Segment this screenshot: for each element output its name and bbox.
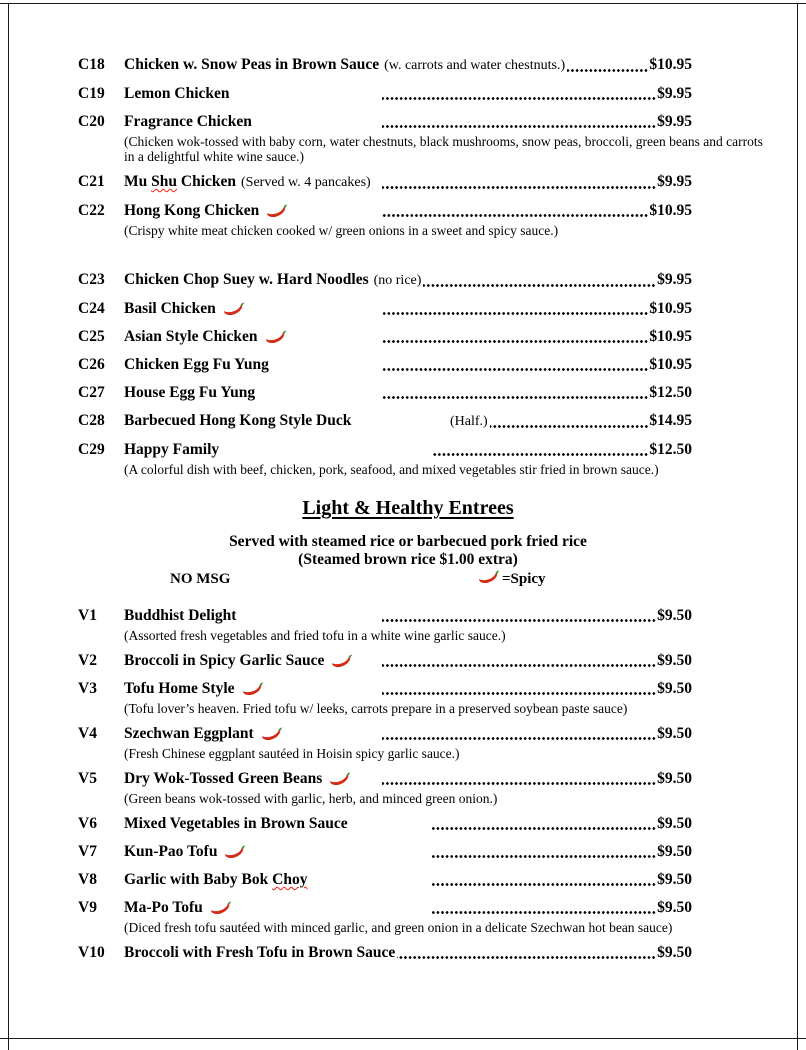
spicy-legend <box>478 570 546 589</box>
dot-leader <box>382 180 656 191</box>
item-code: V3 <box>78 680 97 697</box>
item-name-group <box>124 726 380 742</box>
menu-item-row <box>78 844 692 860</box>
item-code: C20 <box>78 113 105 130</box>
item-name-group <box>124 57 565 74</box>
item-name-group <box>124 272 421 289</box>
item-description: (Diced fresh tofu sautéed with minced garlic, and green onion in a delicate Szechwan hot bean sauce) <box>124 920 673 935</box>
dot-leader <box>432 821 656 832</box>
menu-item-C21 <box>78 174 692 191</box>
dot-leader <box>490 419 649 430</box>
item-price: $9.50 <box>657 871 692 888</box>
menu-page-content <box>9 4 797 973</box>
menu-item-C28 <box>78 413 692 430</box>
item-code: C23 <box>78 271 105 288</box>
section-gap <box>78 248 797 272</box>
item-name: Chicken w. Snow Peas in Brown Sauce <box>124 56 380 73</box>
item-name-group <box>124 608 380 624</box>
menu-item-row <box>78 653 692 669</box>
item-price: $9.50 <box>657 607 692 624</box>
light-healthy-items-group <box>78 608 797 961</box>
item-name-group <box>124 329 380 345</box>
item-note: (Half.) <box>450 414 488 429</box>
dot-leader <box>567 63 648 74</box>
item-name-group <box>124 86 380 102</box>
item-price: $9.95 <box>657 271 692 288</box>
item-code: C27 <box>78 384 105 401</box>
page-border-right <box>797 3 798 1050</box>
item-name: Lemon Chicken <box>124 85 230 102</box>
item-code: C18 <box>78 56 105 73</box>
item-name-group <box>124 653 380 669</box>
menu-item-V6 <box>78 816 692 832</box>
item-name: Szechwan Eggplant <box>124 725 254 742</box>
item-price: $10.95 <box>649 328 692 345</box>
chili-pepper-icon <box>478 572 500 588</box>
item-main <box>124 726 692 742</box>
item-name-group <box>124 872 430 888</box>
item-price: $9.50 <box>657 770 692 787</box>
item-code: C28 <box>78 412 105 429</box>
menu-item-V7 <box>78 844 692 860</box>
menu-item-row <box>78 329 692 345</box>
item-code: C29 <box>78 441 105 458</box>
item-price: $9.50 <box>657 815 692 832</box>
item-main <box>124 816 692 832</box>
dot-leader <box>382 119 656 130</box>
menu-item-V3 <box>78 681 692 716</box>
item-main <box>124 844 692 860</box>
item-description: (Crispy white meat chicken cooked w/ green onions in a sweet and spicy sauce.) <box>124 223 559 238</box>
item-code: V1 <box>78 607 97 624</box>
dot-leader <box>432 447 648 458</box>
item-description: (Fresh Chinese eggplant sautéed in Hoisin spicy garlic sauce.) <box>124 746 460 761</box>
item-description: (Tofu lover’s heaven. Fried tofu w/ leeks, carrots prepare in a preserved soybean paste sauce) <box>124 701 628 716</box>
menu-item-C18 <box>78 57 692 74</box>
item-name: Chicken Egg Fu Yung <box>124 356 269 373</box>
item-name-group <box>124 301 380 317</box>
item-name: Mu Shu Chicken <box>124 173 236 190</box>
menu-item-row <box>78 945 692 961</box>
menu-item-row <box>78 900 692 916</box>
dot-leader <box>382 306 648 317</box>
item-name: Kun-Pao Tofu <box>124 843 218 860</box>
item-code: C19 <box>78 85 105 102</box>
item-price: $12.50 <box>649 441 692 458</box>
item-code: C26 <box>78 356 105 373</box>
item-main <box>124 681 692 697</box>
section-title: Light & Healthy Entrees <box>302 497 514 519</box>
menu-item-row <box>78 442 692 458</box>
item-price: $10.95 <box>649 56 692 73</box>
dot-leader <box>382 658 656 669</box>
item-code: C25 <box>78 328 105 345</box>
item-price: $9.95 <box>657 173 692 190</box>
item-note: (Served w. 4 pancakes) <box>241 175 371 190</box>
menu-item-row <box>78 86 692 102</box>
item-description: (Green beans wok-tossed with garlic, herb, and minced green onion.) <box>124 791 498 806</box>
item-name: Ma-Po Tofu <box>124 899 203 916</box>
item-main <box>124 413 692 430</box>
item-note: (w. carrots and water chestnuts.) <box>384 58 566 73</box>
menu-item-C23 <box>78 272 692 289</box>
item-price: $12.50 <box>649 384 692 401</box>
item-name: Fragrance Chicken <box>124 113 252 130</box>
item-price: $9.50 <box>657 680 692 697</box>
menu-item-row <box>78 681 692 697</box>
menu-item-C26 <box>78 357 692 373</box>
item-name-group <box>124 114 380 130</box>
no-msg-label: NO MSG <box>170 571 231 587</box>
dot-leader <box>382 208 648 219</box>
dot-leader <box>423 278 656 289</box>
item-code: V7 <box>78 843 97 860</box>
item-code: C24 <box>78 300 105 317</box>
item-code: V2 <box>78 652 97 669</box>
dot-leader <box>432 877 656 888</box>
item-name: House Egg Fu Yung <box>124 384 256 401</box>
menu-item-row <box>78 203 692 219</box>
item-code: V5 <box>78 770 97 787</box>
dot-leader <box>382 91 656 102</box>
item-code: V8 <box>78 871 97 888</box>
menu-item-C20 <box>78 113 763 164</box>
item-name-group <box>124 945 395 961</box>
item-price: $9.95 <box>657 85 692 102</box>
item-name-group <box>124 203 380 219</box>
item-code: C21 <box>78 173 105 190</box>
item-price: $14.95 <box>649 412 692 429</box>
item-main <box>124 872 692 888</box>
item-main <box>124 771 692 787</box>
chili-pepper-icon <box>266 204 288 218</box>
dot-leader <box>382 776 656 787</box>
item-main <box>124 57 692 74</box>
legend-row <box>78 570 738 588</box>
item-name: Buddhist Delight <box>124 607 237 624</box>
item-main <box>124 945 692 961</box>
chicken-items-group-b <box>78 272 797 477</box>
item-name: Hong Kong Chicken <box>124 202 260 219</box>
item-name-group <box>124 900 430 916</box>
item-name-group <box>124 442 430 458</box>
menu-item-C27 <box>78 385 692 401</box>
section-header <box>78 495 738 588</box>
menu-item-row <box>78 385 692 401</box>
item-description: (A colorful dish with beef, chicken, pork, seafood, and mixed vegetables stir fried in brown sauce.) <box>124 462 659 477</box>
menu-item-row <box>78 114 692 130</box>
menu-item-C22 <box>78 203 692 238</box>
item-main <box>124 385 692 401</box>
item-code: V6 <box>78 815 97 832</box>
menu-item-row <box>78 726 692 742</box>
item-price: $9.50 <box>657 843 692 860</box>
item-name-group <box>124 844 430 860</box>
spicy-legend-label: =Spicy <box>502 571 546 587</box>
item-main <box>124 174 692 191</box>
misspelled-word: Choy <box>272 871 308 888</box>
menu-item-row <box>78 57 692 74</box>
menu-item-C25 <box>78 329 692 345</box>
item-main <box>124 442 692 458</box>
item-name: Asian Style Chicken <box>124 328 258 345</box>
dot-leader <box>382 686 656 697</box>
menu-item-V10 <box>78 945 692 961</box>
item-code: V9 <box>78 899 97 916</box>
item-main <box>124 86 692 102</box>
item-price: $9.50 <box>657 899 692 916</box>
item-main <box>124 900 692 916</box>
dot-leader <box>382 362 648 373</box>
menu-item-V2 <box>78 653 692 669</box>
chili-pepper-icon <box>223 302 245 316</box>
chili-pepper-icon <box>265 330 287 344</box>
dot-leader <box>432 849 656 860</box>
dot-leader <box>397 950 656 961</box>
page-border-bottom <box>0 1038 806 1039</box>
dot-leader <box>432 905 656 916</box>
item-name-group <box>124 385 380 401</box>
menu-item-C29 <box>78 442 692 477</box>
menu-item-row <box>78 301 692 317</box>
chili-pepper-icon <box>331 654 353 668</box>
item-name: Happy Family <box>124 441 220 458</box>
menu-item-V1 <box>78 608 692 643</box>
item-code: V4 <box>78 725 97 742</box>
dot-leader <box>382 390 648 401</box>
item-price: $10.95 <box>649 356 692 373</box>
item-main <box>124 114 692 130</box>
menu-item-row <box>78 816 692 832</box>
section-subtitle-brown-rice: (Steamed brown rice $1.00 extra) <box>298 551 518 568</box>
item-name: Broccoli with Fresh Tofu in Brown Sauce <box>124 944 396 961</box>
item-price: $9.95 <box>657 113 692 130</box>
item-name-group <box>124 816 430 832</box>
menu-item-row <box>78 357 692 373</box>
chicken-items-group-a <box>78 57 797 238</box>
item-name: Mixed Vegetables in Brown Sauce <box>124 815 348 832</box>
item-price: $9.50 <box>657 725 692 742</box>
item-main <box>124 272 692 289</box>
dot-leader <box>382 334 648 345</box>
menu-item-row <box>78 872 692 888</box>
menu-item-C19 <box>78 86 692 102</box>
item-name: Garlic with Baby Bok Choy <box>124 871 308 888</box>
item-price: $10.95 <box>649 300 692 317</box>
item-main <box>124 357 692 373</box>
chili-pepper-icon <box>261 727 283 741</box>
item-price: $10.95 <box>649 202 692 219</box>
item-code: V10 <box>78 944 105 961</box>
item-price: $9.50 <box>657 944 692 961</box>
item-name: Broccoli in Spicy Garlic Sauce <box>124 652 325 669</box>
item-price: $9.50 <box>657 652 692 669</box>
menu-item-V4 <box>78 726 692 761</box>
item-name-group <box>124 681 380 697</box>
item-name-group <box>124 413 488 430</box>
dot-leader <box>382 731 656 742</box>
item-name-group <box>124 771 380 787</box>
menu-item-V5 <box>78 771 692 806</box>
menu-item-C24 <box>78 301 692 317</box>
item-main <box>124 329 692 345</box>
menu-item-V9 <box>78 900 692 935</box>
item-main <box>124 203 692 219</box>
chili-pepper-icon <box>224 845 246 859</box>
item-name: Dry Wok-Tossed Green Beans <box>124 770 323 787</box>
dot-leader <box>382 613 656 624</box>
chili-pepper-icon <box>210 901 232 915</box>
chili-pepper-icon <box>242 682 264 696</box>
menu-item-V8 <box>78 872 692 888</box>
item-description: (Chicken wok-tossed with baby corn, water chestnuts, black mushrooms, snow peas, broccoli, green beans and carrots in a delightful white wine sauce.) <box>124 134 763 164</box>
item-main <box>124 608 692 624</box>
menu-item-row <box>78 272 692 289</box>
misspelled-word: Shu <box>151 173 177 190</box>
menu-item-row <box>78 174 692 191</box>
menu-item-row <box>78 608 692 624</box>
item-name-group <box>124 174 380 191</box>
menu-item-row <box>78 771 692 787</box>
item-name: Basil Chicken <box>124 300 216 317</box>
menu-item-row <box>78 413 692 430</box>
item-note: (no rice) <box>373 273 422 288</box>
chili-pepper-icon <box>329 772 351 786</box>
item-main <box>124 301 692 317</box>
item-name: Chicken Chop Suey w. Hard Noodles <box>124 271 369 288</box>
item-name: Barbecued Hong Kong Style Duck <box>124 412 352 429</box>
section-subtitle-rice: Served with steamed rice or barbecued pork fried rice <box>229 533 587 550</box>
item-code: C22 <box>78 202 105 219</box>
item-main <box>124 653 692 669</box>
item-name: Tofu Home Style <box>124 680 235 697</box>
item-name-group <box>124 357 380 373</box>
item-description: (Assorted fresh vegetables and fried tofu in a white wine garlic sauce.) <box>124 628 506 643</box>
